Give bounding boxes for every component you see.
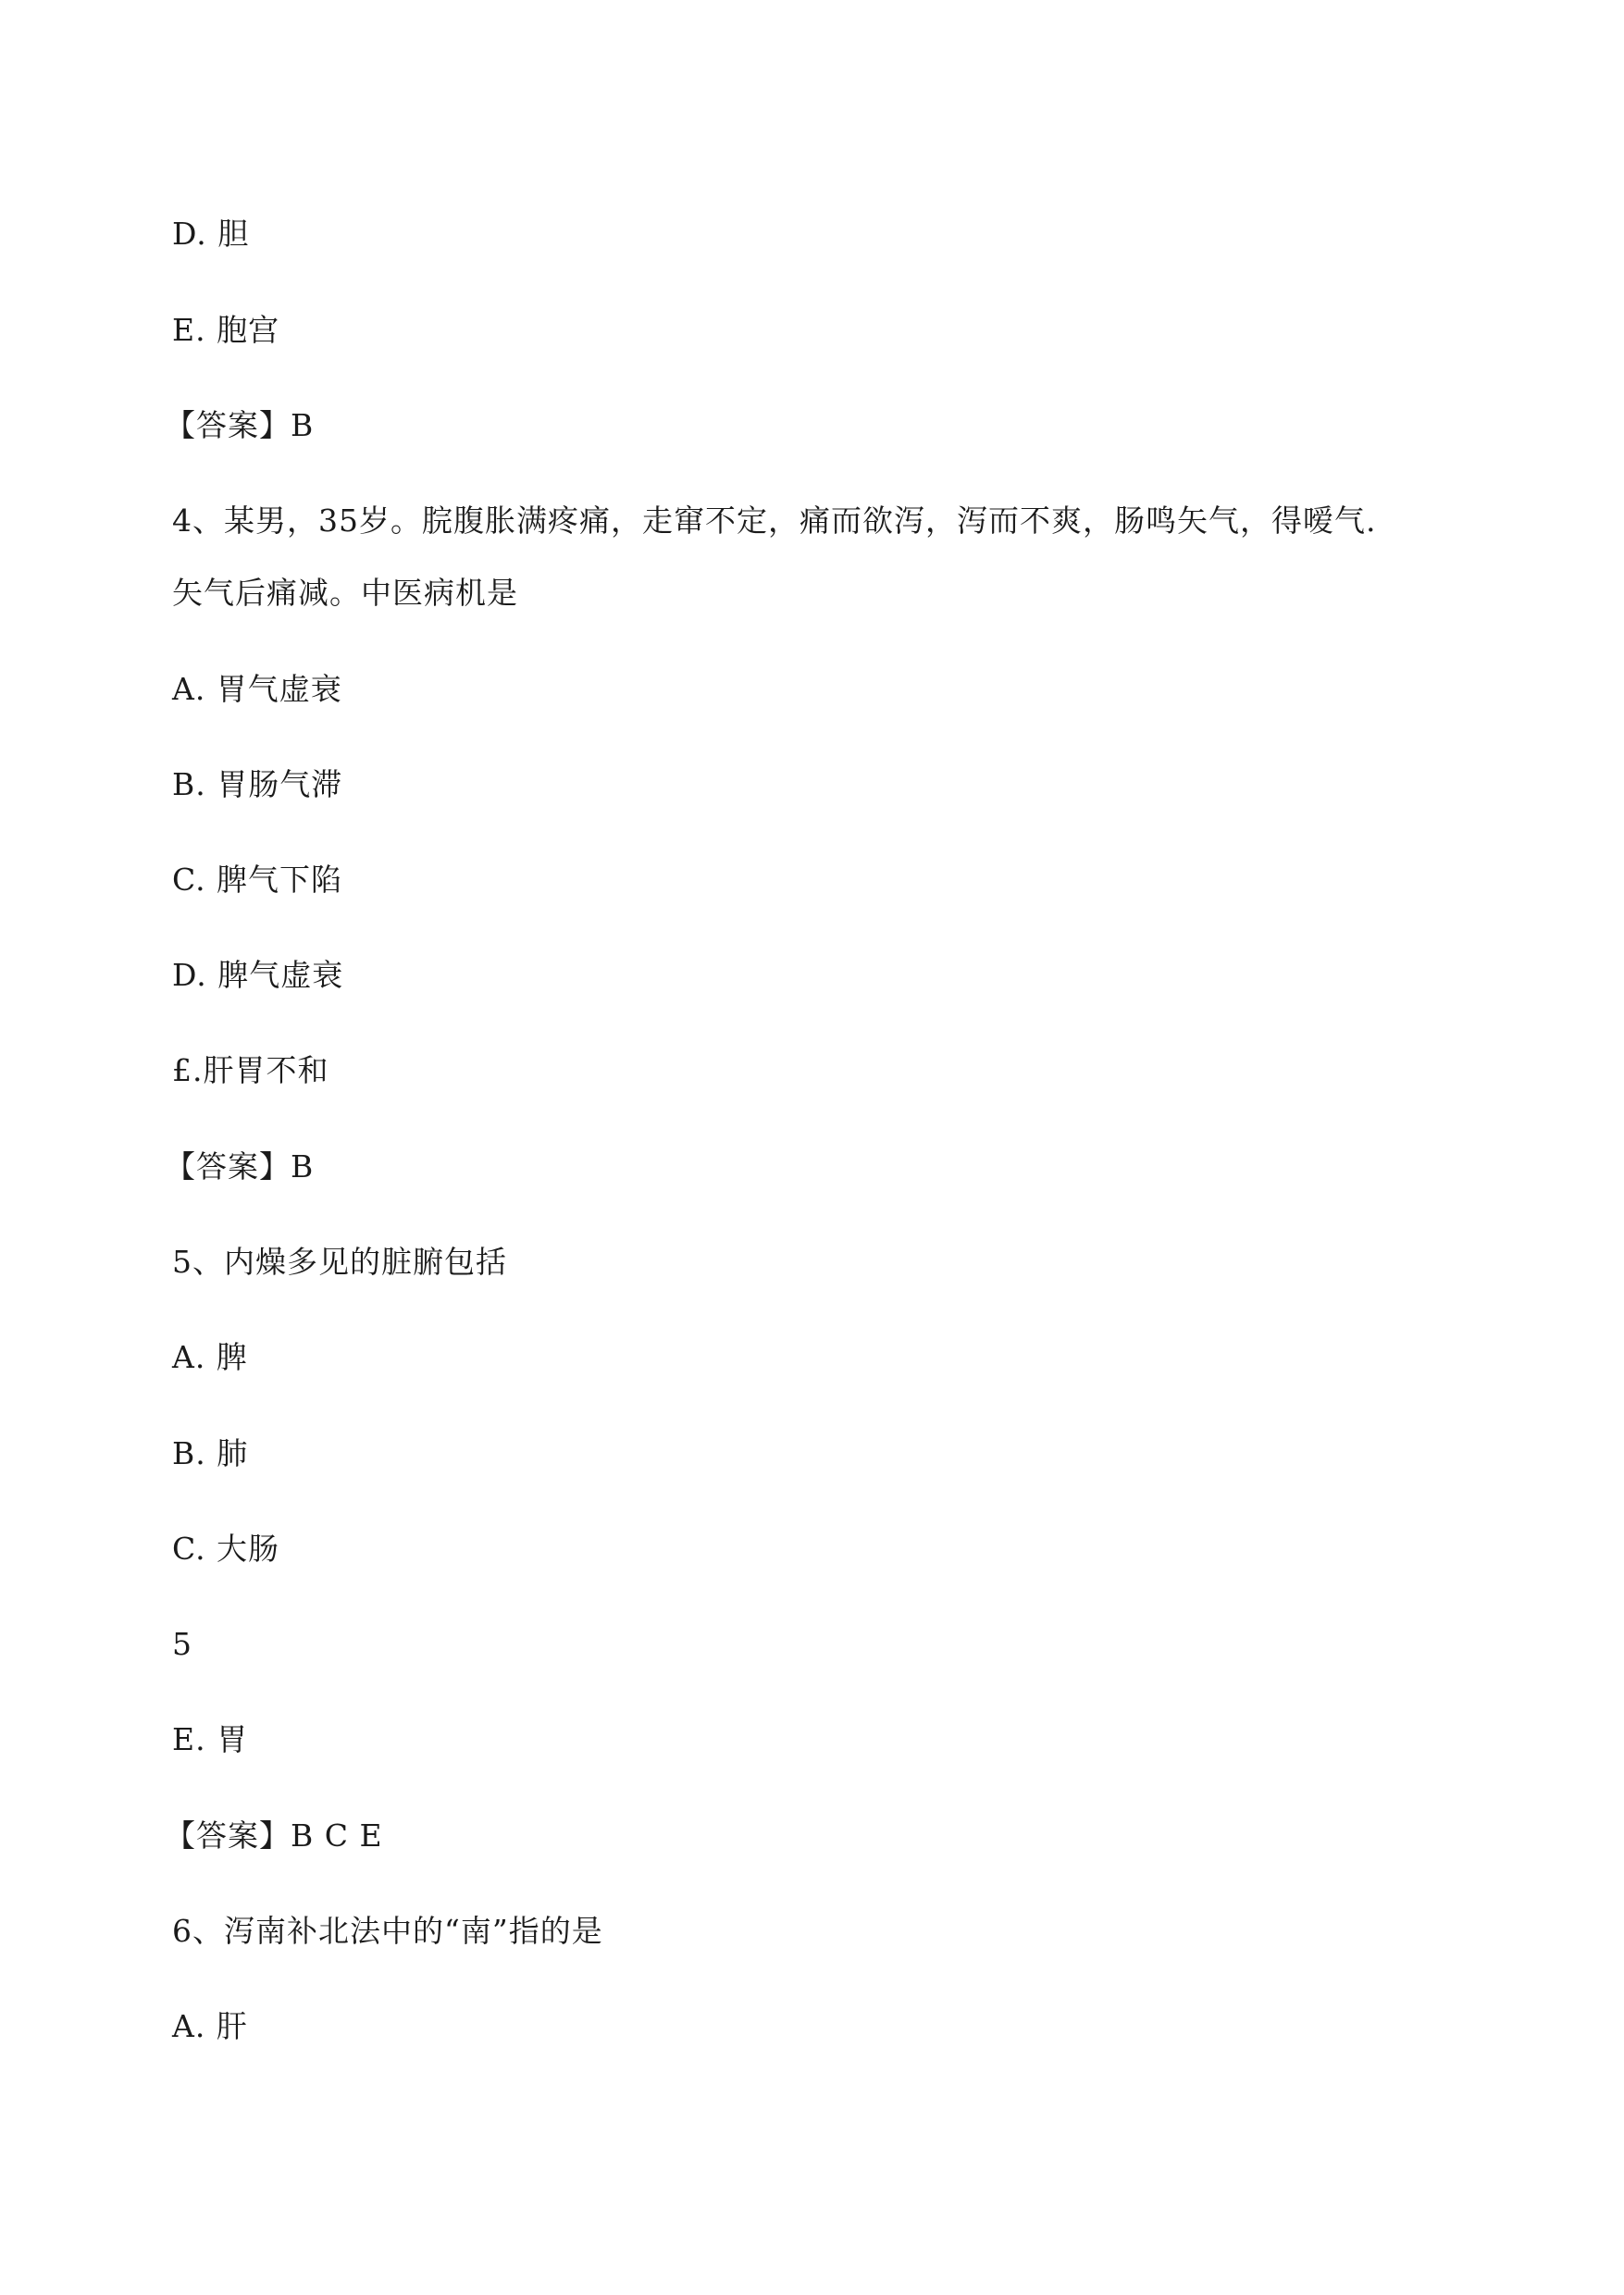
option-a-q4: A. 胃气虚衰	[172, 671, 342, 707]
question-6: 6、泻南补北法中的“南”指的是	[172, 1913, 603, 1949]
question-4-line-2: 矢气后痛减。中医病机是	[172, 575, 518, 611]
option-c-q4: C. 脾气下陷	[172, 862, 343, 898]
option-e-q3: E. 胞宫	[172, 312, 280, 348]
option-a-q5: A. 脾	[172, 1339, 248, 1375]
question-5: 5、内燥多见的脏腑包括	[172, 1244, 507, 1280]
option-c-q5: C. 大肠	[172, 1531, 280, 1567]
option-b-q5: B. 肺	[172, 1435, 249, 1471]
answer-q5: 【答案】B C E	[165, 1817, 383, 1854]
question-4-line-1: 4、某男，35岁。脘腹胀满疼痛，走窜不定，痛而欲泻，泻而不爽，肠鸣矢气，得嗳气.	[172, 502, 1377, 539]
page-number: 5	[172, 1626, 192, 1662]
option-a-q6: A. 肝	[172, 2008, 248, 2044]
answer-q4: 【答案】B	[165, 1148, 315, 1185]
option-d-q3: D. 胆	[172, 216, 250, 252]
option-d-q4: D. 脾气虚衰	[172, 957, 344, 993]
option-e-q4: £.肝胃不和	[172, 1052, 329, 1088]
option-e-q5: E. 胃	[172, 1721, 249, 1757]
option-b-q4: B. 胃肠气滞	[172, 766, 343, 802]
answer-q3: 【答案】B	[165, 407, 315, 443]
